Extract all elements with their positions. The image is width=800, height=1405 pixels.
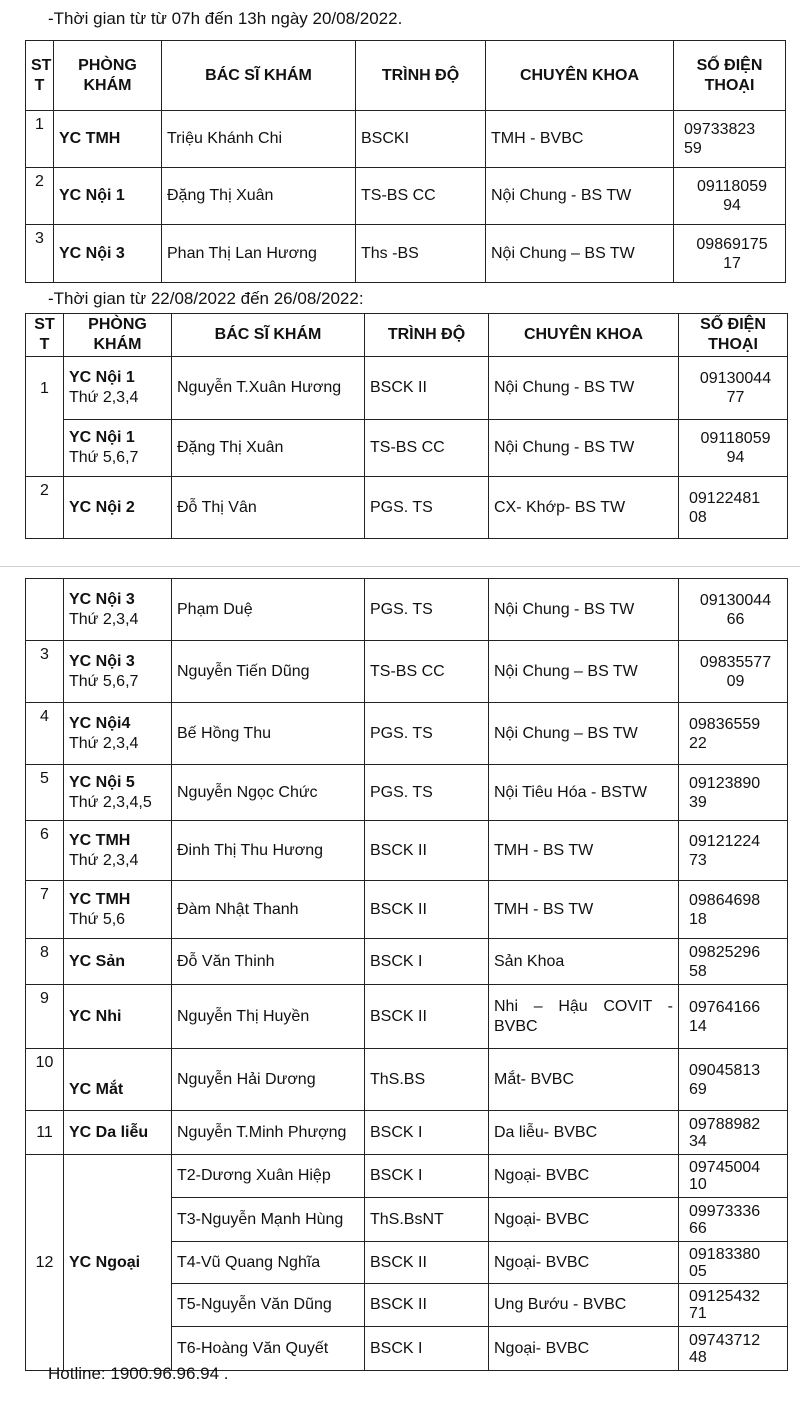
table-row <box>26 357 788 420</box>
row-specialty: Nhi – Hậu COVIT - BVBC <box>489 985 679 1049</box>
row-phone: 09123890 39 <box>679 765 788 821</box>
row-doctor: Nguyễn T.Xuân Hương <box>172 357 365 420</box>
row-room: YC Nội 3 Thứ 5,6,7 <box>64 641 172 703</box>
table-row <box>26 168 786 225</box>
row-stt: 2 <box>26 477 64 539</box>
table-row <box>26 821 788 881</box>
row-level: BSCK II <box>365 985 489 1049</box>
row-doctor: Nguyễn Hải Dương <box>172 1049 365 1111</box>
table-row <box>26 1111 788 1155</box>
row-room: YC Sản <box>64 939 172 985</box>
row-doctor: T2-Dương Xuân Hiệp <box>172 1155 365 1198</box>
row-stt: 2 <box>26 168 54 225</box>
header-level: TRÌNH ĐỘ <box>365 314 489 357</box>
header-phone: SỐ ĐIỆN THOẠI <box>679 314 788 357</box>
row-doctor: T6-Hoàng Văn Quyết <box>172 1327 365 1371</box>
table-row <box>26 111 786 168</box>
row-room: YC TMH <box>54 111 162 168</box>
page-break-line <box>0 566 800 567</box>
table-row <box>26 881 788 939</box>
row-specialty: TMH - BS TW <box>489 881 679 939</box>
row-specialty: Nội Chung - BS TW <box>489 420 679 477</box>
header-row <box>26 41 786 111</box>
row-doctor: Phạm Duệ <box>172 579 365 641</box>
row-phone: 09745004 10 <box>679 1155 788 1198</box>
row-phone: 09045813 69 <box>679 1049 788 1111</box>
row-phone: 09122481 08 <box>679 477 788 539</box>
row-phone: 09121224 73 <box>679 821 788 881</box>
row-room: YC Nội 1 Thứ 5,6,7 <box>64 420 172 477</box>
header-room: PHÒNG KHÁM <box>64 314 172 357</box>
row-doctor: Đỗ Văn Thinh <box>172 939 365 985</box>
row-level: PGS. TS <box>365 703 489 765</box>
row-phone: 09835577 09 <box>679 641 788 703</box>
table-row <box>26 477 788 539</box>
row-stt: 4 <box>26 703 64 765</box>
row-specialty: Ngoại- BVBC <box>489 1327 679 1371</box>
row-level: BSCK II <box>365 1242 489 1284</box>
row-stt: 1 <box>26 111 54 168</box>
row-specialty: Nội Tiêu Hóa - BSTW <box>489 765 679 821</box>
row-doctor: Đàm Nhật Thanh <box>172 881 365 939</box>
row-stt: 5 <box>26 765 64 821</box>
row-level: BSCK II <box>365 1284 489 1327</box>
row-phone: 09183380 05 <box>679 1242 788 1284</box>
row-doctor: T3-Nguyễn Mạnh Hùng <box>172 1198 365 1242</box>
row-doctor: Triệu Khánh Chi <box>162 111 356 168</box>
row-level: TS-BS CC <box>365 641 489 703</box>
header-specialty: CHUYÊN KHOA <box>486 41 674 111</box>
row-room: YC Mắt <box>64 1049 172 1111</box>
row-room: YC Nội 3 Thứ 2,3,4 <box>64 579 172 641</box>
header-doctor: BÁC SĨ KHÁM <box>162 41 356 111</box>
header-row <box>26 314 788 357</box>
row-room: YC Nội 2 <box>64 477 172 539</box>
row-specialty: Nội Chung – BS TW <box>489 641 679 703</box>
row-stt: 3 <box>26 641 64 703</box>
row-room: YC Nội 3 <box>54 225 162 283</box>
row-specialty: CX- Khớp- BS TW <box>489 477 679 539</box>
header-specialty: CHUYÊN KHOA <box>489 314 679 357</box>
row-doctor: Nguyễn Ngọc Chức <box>172 765 365 821</box>
row-specialty: Sản Khoa <box>489 939 679 985</box>
row-room: YC Nội 5 Thứ 2,3,4,5 <box>64 765 172 821</box>
row-specialty: Nội Chung – BS TW <box>489 703 679 765</box>
row-specialty: Ngoại- BVBC <box>489 1155 679 1198</box>
row-phone: 09118059 94 <box>674 168 786 225</box>
section-heading-2: -Thời gian từ 22/08/2022 đến 26/08/2022: <box>48 289 364 308</box>
header-stt: ST T <box>26 314 64 357</box>
row-doctor: T5-Nguyễn Văn Dũng <box>172 1284 365 1327</box>
row-phone: 09864698 18 <box>679 881 788 939</box>
row-room: YC Nội 1 Thứ 2,3,4 <box>64 357 172 420</box>
table-row <box>26 939 788 985</box>
header-room: PHÒNG KHÁM <box>54 41 162 111</box>
row-level: BSCK I <box>365 1155 489 1198</box>
row-specialty: Ngoại- BVBC <box>489 1242 679 1284</box>
schedule-table-3 <box>25 578 788 1371</box>
row-doctor: Đặng Thị Xuân <box>162 168 356 225</box>
row-phone: 09130044 66 <box>679 579 788 641</box>
header-doctor: BÁC SĨ KHÁM <box>172 314 365 357</box>
row-doctor: Phan Thị Lan Hương <box>162 225 356 283</box>
row-room: YC Ngoại <box>64 1155 172 1371</box>
table-row <box>26 420 788 477</box>
row-specialty: Ung Bướu - BVBC <box>489 1284 679 1327</box>
row-level: BSCK II <box>365 881 489 939</box>
row-specialty: Nội Chung - BS TW <box>486 168 674 225</box>
row-phone: 09764166 14 <box>679 985 788 1049</box>
section-heading-1: -Thời gian từ từ 07h đến 13h ngày 20/08/2022. <box>48 9 403 28</box>
row-level: ThS.BS <box>365 1049 489 1111</box>
row-level: BSCKI <box>356 111 486 168</box>
table-row <box>26 225 786 283</box>
row-level: BSCK II <box>365 357 489 420</box>
row-doctor: Nguyễn T.Minh Phượng <box>172 1111 365 1155</box>
schedule-table-2 <box>25 313 788 539</box>
row-stt <box>26 579 64 641</box>
row-doctor: Nguyễn Thị Huyền <box>172 985 365 1049</box>
row-room: YC Da liễu <box>64 1111 172 1155</box>
row-stt: 3 <box>26 225 54 283</box>
row-level: ThS.BsNT <box>365 1198 489 1242</box>
table-row <box>26 703 788 765</box>
header-phone: SỐ ĐIỆN THOẠI <box>674 41 786 111</box>
row-level: BSCK II <box>365 821 489 881</box>
table-row <box>26 641 788 703</box>
row-level: PGS. TS <box>365 579 489 641</box>
row-specialty: TMH - BVBC <box>486 111 674 168</box>
row-room: YC Nhi <box>64 985 172 1049</box>
row-room: YC TMH Thứ 2,3,4 <box>64 821 172 881</box>
row-level: PGS. TS <box>365 477 489 539</box>
header-level: TRÌNH ĐỘ <box>356 41 486 111</box>
header-stt: ST T <box>26 41 54 111</box>
row-level: Ths -BS <box>356 225 486 283</box>
row-specialty: Nội Chung - BS TW <box>489 357 679 420</box>
row-doctor: Đỗ Thị Vân <box>172 477 365 539</box>
row-phone: 09743712 48 <box>679 1327 788 1371</box>
row-specialty: TMH - BS TW <box>489 821 679 881</box>
row-specialty: Da liễu- BVBC <box>489 1111 679 1155</box>
row-phone: 09118059 94 <box>679 420 788 477</box>
row-level: BSCK I <box>365 1327 489 1371</box>
table-row <box>26 1049 788 1111</box>
row-phone: 09130044 77 <box>679 357 788 420</box>
row-phone: 09825296 58 <box>679 939 788 985</box>
row-stt: 6 <box>26 821 64 881</box>
row-stt: 7 <box>26 881 64 939</box>
row-stt: 1 <box>26 357 64 477</box>
row-room: YC Nội 1 <box>54 168 162 225</box>
table-row <box>26 579 788 641</box>
schedule-table-1 <box>25 40 786 283</box>
row-room: YC Nội4 Thứ 2,3,4 <box>64 703 172 765</box>
row-room: YC TMH Thứ 5,6 <box>64 881 172 939</box>
row-phone: 09788982 34 <box>679 1111 788 1155</box>
row-level: PGS. TS <box>365 765 489 821</box>
row-stt: 10 <box>26 1049 64 1111</box>
row-level: BSCK I <box>365 939 489 985</box>
table-row <box>26 985 788 1049</box>
row-stt: 11 <box>26 1111 64 1155</box>
row-phone: 09836559 22 <box>679 703 788 765</box>
row-doctor: Đặng Thị Xuân <box>172 420 365 477</box>
row-phone: 09973336 66 <box>679 1198 788 1242</box>
row-stt: 8 <box>26 939 64 985</box>
row-doctor: T4-Vũ Quang Nghĩa <box>172 1242 365 1284</box>
row-level: BSCK I <box>365 1111 489 1155</box>
row-phone: 09733823 59 <box>674 111 786 168</box>
row-stt: 9 <box>26 985 64 1049</box>
row-level: TS-BS CC <box>356 168 486 225</box>
row-phone: 09869175 17 <box>674 225 786 283</box>
row-phone: 09125432 71 <box>679 1284 788 1327</box>
row-doctor: Đinh Thị Thu Hương <box>172 821 365 881</box>
row-specialty: Nội Chung – BS TW <box>486 225 674 283</box>
table-row <box>26 765 788 821</box>
row-doctor: Nguyễn Tiến Dũng <box>172 641 365 703</box>
row-specialty: Ngoại- BVBC <box>489 1198 679 1242</box>
row-doctor: Bế Hồng Thu <box>172 703 365 765</box>
row-specialty: Nội Chung - BS TW <box>489 579 679 641</box>
table-row <box>26 1155 788 1198</box>
row-specialty: Mắt- BVBC <box>489 1049 679 1111</box>
hotline-text: Hotline: 1900.96.96.94 . <box>48 1364 229 1383</box>
row-stt: 12 <box>26 1155 64 1371</box>
row-level: TS-BS CC <box>365 420 489 477</box>
